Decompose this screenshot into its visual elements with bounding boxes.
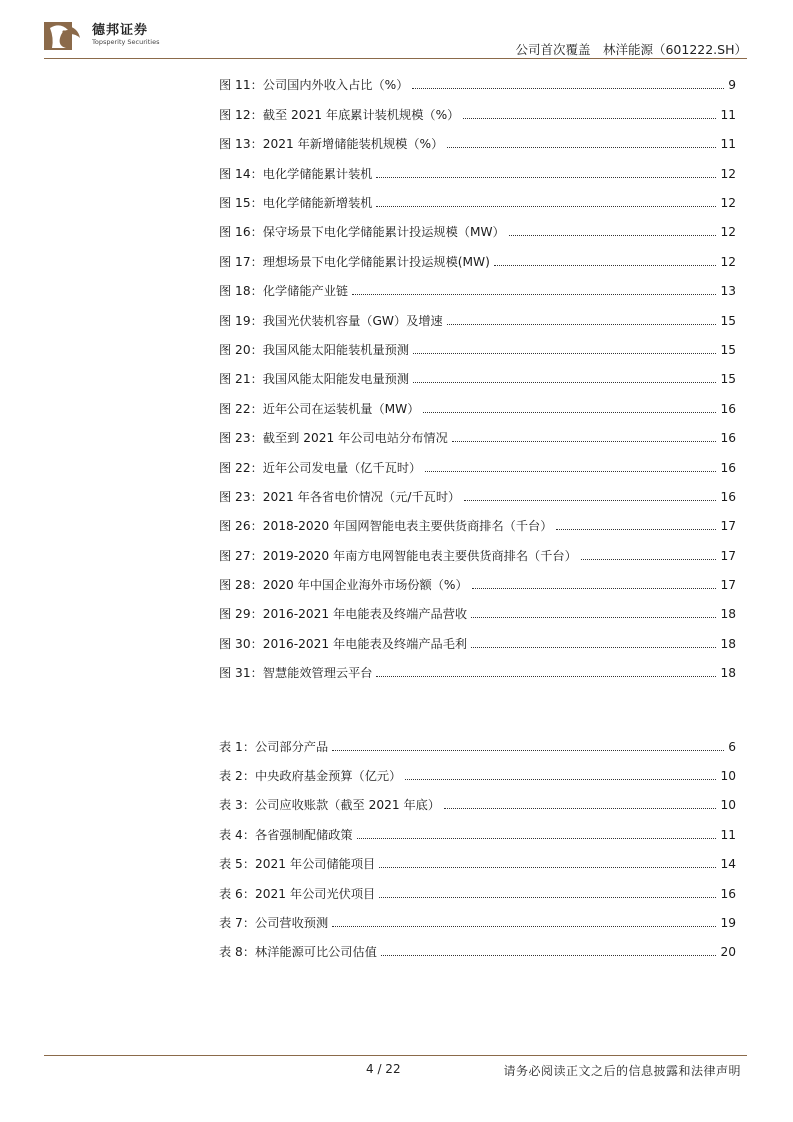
toc-leader-dots xyxy=(376,206,716,207)
toc-entry-page: 12 xyxy=(720,167,736,181)
toc-entry-page: 17 xyxy=(720,578,736,592)
toc-entry-figure-21[interactable] xyxy=(219,369,736,387)
toc-entry-page: 18 xyxy=(720,637,736,651)
toc-entry-page: 17 xyxy=(720,549,736,563)
toc-leader-dots xyxy=(332,750,724,751)
toc-entry-page: 16 xyxy=(720,402,736,416)
toc-leader-dots xyxy=(376,177,716,178)
toc-entry-figure-29[interactable] xyxy=(219,604,736,622)
toc-leader-dots xyxy=(423,412,716,413)
toc-entry-label: 图 16：保守场景下电化学储能累计投运规模（MW） xyxy=(219,225,505,239)
toc-entry-figure-26[interactable] xyxy=(219,516,736,534)
footer-divider xyxy=(44,1055,747,1056)
toc-entry-page: 11 xyxy=(720,137,736,151)
page-header xyxy=(0,0,793,62)
toc-entry-label: 图 17：理想场景下电化学储能累计投运规模(MW) xyxy=(219,255,490,269)
toc-entry-page: 14 xyxy=(720,857,736,871)
toc-entry-page: 13 xyxy=(720,284,736,298)
toc-leader-dots xyxy=(447,147,716,148)
toc-leader-dots xyxy=(509,235,717,236)
toc-leader-dots xyxy=(471,617,716,618)
toc-leader-dots xyxy=(413,353,716,354)
toc-entry-label: 图 28：2020 年中国企业海外市场份额（%） xyxy=(219,578,468,592)
toc-entry-label: 图 30：2016-2021 年电能表及终端产品毛利 xyxy=(219,637,468,651)
brand-name-en: Topsperity Securities xyxy=(92,38,160,46)
toc-leader-dots xyxy=(447,324,717,325)
toc-leader-dots xyxy=(472,588,717,589)
toc-entry-page: 12 xyxy=(720,196,736,210)
toc-entry-page: 10 xyxy=(720,798,736,812)
toc-entry-label: 表 1：公司部分产品 xyxy=(219,740,329,754)
toc-leader-dots xyxy=(471,647,716,648)
toc-entry-table-4[interactable] xyxy=(219,825,736,843)
toc-leader-dots xyxy=(357,838,717,839)
toc-leader-dots xyxy=(332,926,716,927)
toc-entry-figure-11[interactable] xyxy=(219,75,736,93)
toc-entry-page: 11 xyxy=(720,828,736,842)
toc-entry-label: 图 23：截至到 2021 年公司电站分布情况 xyxy=(219,431,448,445)
toc-entry-figure-15[interactable] xyxy=(219,193,736,211)
toc-entry-page: 12 xyxy=(720,255,736,269)
toc-leader-dots xyxy=(413,382,716,383)
toc-entry-page: 6 xyxy=(728,740,736,754)
toc-entry-figure-22[interactable] xyxy=(219,399,736,417)
toc-entry-page: 18 xyxy=(720,666,736,680)
toc-entry-label: 图 22：近年公司在运装机量（MW） xyxy=(219,402,420,416)
toc-entry-label: 图 22：近年公司发电量（亿千瓦时） xyxy=(219,461,422,475)
toc-entry-label: 图 12：截至 2021 年底累计装机规模（%） xyxy=(219,108,460,122)
toc-leader-dots xyxy=(405,779,716,780)
page-number: 4 / 22 xyxy=(366,1062,401,1076)
toc-leader-dots xyxy=(379,897,716,898)
toc-entry-label: 图 11：公司国内外收入占比（%） xyxy=(219,78,409,92)
toc-entry-table-5[interactable] xyxy=(219,854,736,872)
toc-entry-figure-14[interactable] xyxy=(219,164,736,182)
toc-entry-figure-16[interactable] xyxy=(219,222,736,240)
toc-entry-label: 表 2：中央政府基金预算（亿元） xyxy=(219,769,402,783)
topsperity-logo-icon xyxy=(44,18,84,54)
brand-name-cn: 德邦证券 xyxy=(92,23,149,38)
toc-leader-dots xyxy=(581,559,717,560)
legal-disclaimer: 请务必阅读正文之后的信息披露和法律声明 xyxy=(503,1064,741,1078)
toc-entry-table-8[interactable] xyxy=(219,942,736,960)
toc-entry-figure-12[interactable] xyxy=(219,105,736,123)
toc-entry-figure-30[interactable] xyxy=(219,634,736,652)
toc-entry-page: 17 xyxy=(720,519,736,533)
header-divider xyxy=(44,58,747,59)
toc-entry-page: 9 xyxy=(728,78,736,92)
toc-leader-dots xyxy=(381,955,717,956)
toc-leader-dots xyxy=(444,808,716,809)
toc-entry-figure-23[interactable] xyxy=(219,428,736,446)
toc-entry-label: 图 18：化学储能产业链 xyxy=(219,284,349,298)
toc-entry-page: 18 xyxy=(720,607,736,621)
toc-entry-page: 15 xyxy=(720,343,736,357)
toc-entry-page: 12 xyxy=(720,225,736,239)
toc-entry-label: 图 21：我国风能太阳能发电量预测 xyxy=(219,372,410,386)
toc-leader-dots xyxy=(352,294,716,295)
toc-entry-label: 图 14：电化学储能累计装机 xyxy=(219,167,373,181)
toc-leader-dots xyxy=(379,867,716,868)
toc-entry-page: 15 xyxy=(720,372,736,386)
toc-entry-label: 图 19：我国光伏装机容量（GW）及增速 xyxy=(219,314,443,328)
toc-entry-page: 19 xyxy=(720,916,736,930)
toc-entry-table-3[interactable] xyxy=(219,795,736,813)
toc-entry-page: 16 xyxy=(720,461,736,475)
toc-entry-label: 表 7：公司营收预测 xyxy=(219,916,329,930)
toc-entry-label: 图 15：电化学储能新增装机 xyxy=(219,196,373,210)
toc-leader-dots xyxy=(494,265,717,266)
toc-entry-label: 表 5：2021 年公司储能项目 xyxy=(219,857,376,871)
toc-entry-figure-27[interactable] xyxy=(219,546,736,564)
toc-entry-figure-28[interactable] xyxy=(219,575,736,593)
toc-entry-figure-13[interactable] xyxy=(219,134,736,152)
toc-leader-dots xyxy=(556,529,716,530)
toc-entry-figure-19[interactable] xyxy=(219,311,736,329)
toc-entry-figure-23b[interactable] xyxy=(219,487,736,505)
toc-entry-page: 16 xyxy=(720,490,736,504)
toc-entry-label: 图 29：2016-2021 年电能表及终端产品营收 xyxy=(219,607,468,621)
toc-entry-label: 图 20：我国风能太阳能装机量预测 xyxy=(219,343,410,357)
toc-leader-dots xyxy=(412,88,724,89)
toc-entry-label: 表 8：林洋能源可比公司估值 xyxy=(219,945,377,959)
toc-entry-page: 20 xyxy=(720,945,736,959)
toc-entry-page: 11 xyxy=(720,108,736,122)
toc-entry-figure-17[interactable] xyxy=(219,252,736,270)
toc-entry-page: 15 xyxy=(720,314,736,328)
toc-leader-dots xyxy=(464,500,716,501)
toc-entry-figure-31[interactable] xyxy=(219,663,736,681)
toc-leader-dots xyxy=(452,441,717,442)
toc-entry-page: 16 xyxy=(720,887,736,901)
toc-entry-table-2[interactable] xyxy=(219,766,736,784)
toc-entry-table-6[interactable] xyxy=(219,884,736,902)
toc-entry-label: 图 13：2021 年新增储能装机规模（%） xyxy=(219,137,444,151)
document-title: 公司首次覆盖 林洋能源（601222.SH） xyxy=(515,42,747,57)
toc-entry-label: 表 6：2021 年公司光伏项目 xyxy=(219,887,376,901)
toc-entry-figure-20[interactable] xyxy=(219,340,736,358)
toc-entry-table-1[interactable] xyxy=(219,737,736,755)
toc-entry-figure-18[interactable] xyxy=(219,281,736,299)
toc-leader-dots xyxy=(463,118,716,119)
toc-entry-label: 表 3：公司应收账款（截至 2021 年底） xyxy=(219,798,441,812)
toc-entry-label: 表 4：各省强制配储政策 xyxy=(219,828,353,842)
toc-entry-label: 图 27：2019-2020 年南方电网智能电表主要供货商排名（千台） xyxy=(219,549,577,563)
toc-entry-page: 10 xyxy=(720,769,736,783)
toc-entry-label: 图 31：智慧能效管理云平台 xyxy=(219,666,373,680)
toc-entry-figure-22b[interactable] xyxy=(219,458,736,476)
toc-leader-dots xyxy=(376,676,716,677)
toc-entry-label: 图 26：2018-2020 年国网智能电表主要供货商排名（千台） xyxy=(219,519,553,533)
toc-leader-dots xyxy=(425,471,716,472)
toc-entry-page: 16 xyxy=(720,431,736,445)
toc-entry-table-7[interactable] xyxy=(219,913,736,931)
toc-entry-label: 图 23：2021 年各省电价情况（元/千瓦时） xyxy=(219,490,461,504)
